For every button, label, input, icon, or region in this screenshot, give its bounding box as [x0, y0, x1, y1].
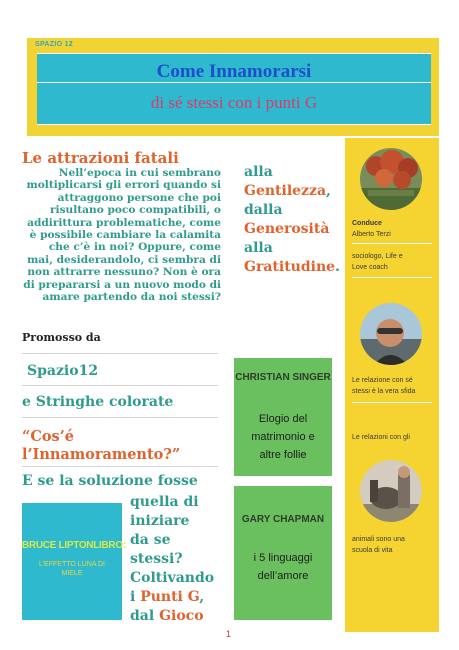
host-info: Conduce Alberto Terzi — [352, 220, 391, 238]
divider — [352, 277, 432, 278]
donkey-photo — [360, 460, 422, 522]
organizer-1: Spazio12 — [27, 363, 99, 379]
solution-text: quella di iniziare da se stessi? Coltivando i Punti G, dal Gioco — [130, 494, 215, 624]
book-box-chapman — [234, 486, 332, 620]
book-author: GARY CHAPMAN — [241, 514, 325, 525]
page-number: 1 — [226, 629, 232, 639]
header-banner — [27, 38, 439, 136]
book-box-lipton — [22, 503, 126, 620]
book-box-singer — [234, 358, 332, 476]
host-role: sociologo, Life e Love coach — [352, 253, 403, 271]
values-list: alla Gentilezza, dalla Generosità alla Gratitudine. — [244, 164, 340, 275]
page-subtitle: di sé stessi con i punti G — [150, 93, 318, 112]
sidebar — [345, 138, 439, 632]
brand-label: SPAZIO 12 — [35, 41, 73, 48]
flowers-photo — [360, 148, 422, 210]
divider — [352, 243, 432, 244]
solution-heading: E se la soluzione fosse — [22, 473, 198, 489]
host-photo — [360, 303, 422, 365]
divider — [22, 466, 218, 467]
book-author: BRUCE LIPTONLIBRO: — [22, 540, 126, 551]
divider — [22, 385, 218, 386]
question-heading: “Cos’é l’Innamoramento?” — [22, 428, 181, 463]
book-title: Elogio del matrimonio e altre follie — [251, 413, 315, 461]
quote-animals-cont: animali sono una scuola di vita — [352, 536, 405, 554]
organizer-2: e Stringhe colorate — [22, 394, 174, 410]
page-title: Come Innamorarsi — [156, 61, 312, 82]
book-title: i 5 linguaggi dell’amore — [253, 552, 313, 582]
book-author: CHRISTIAN SINGER — [235, 372, 331, 383]
quote-self: Le relazione con sé stessi è la vera sfida — [352, 377, 416, 395]
divider — [22, 353, 218, 354]
divider — [22, 417, 218, 418]
divider — [352, 402, 432, 403]
title-panel — [37, 53, 431, 125]
promoted-by-label: Promosso da — [22, 331, 101, 344]
intro-paragraph: Nell’epoca in cui sembrano moltiplicarsi gli errori quando si attraggono persone che poi risultano poco compatibili, o addirittura problematiche, come è possibile cambiare la calamita che c’è in noi? Oppure, come mai, desiderandolo, ci sembra di non attrarre nessuno? Non è ora di prepararsi a un nuovo modo di amare partendo da noi stessi? — [23, 167, 221, 304]
quote-animals: Le relazioni con gli — [352, 434, 410, 441]
section-heading: Le attrazioni fatali — [22, 149, 179, 167]
book-title: L’EFFETTO LUNA DI MIELE — [39, 561, 105, 577]
